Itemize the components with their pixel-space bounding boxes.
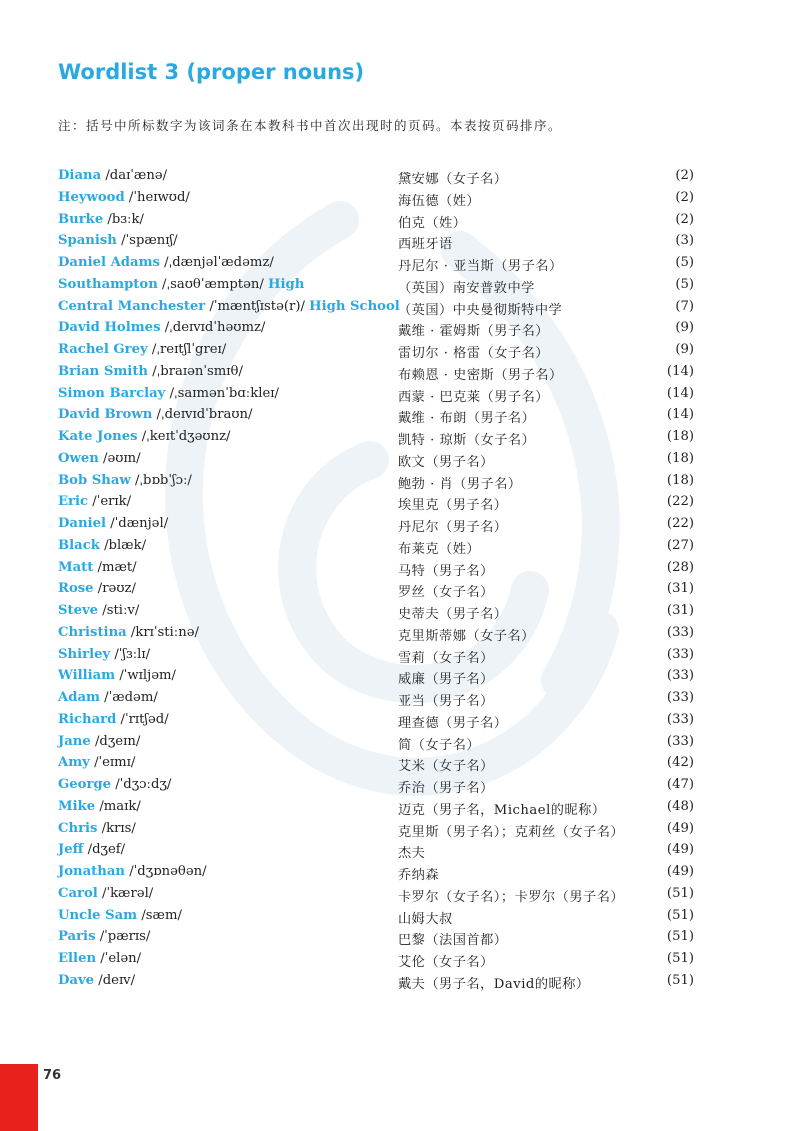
entry-chinese: 布赖恩 · 史密斯（男子名） — [398, 367, 563, 383]
list-item — [58, 168, 698, 190]
entry-english — [58, 320, 265, 335]
entry-page: (3) — [675, 233, 694, 249]
entry-page: (33) — [666, 668, 694, 684]
entry-word: Rachel Grey — [58, 342, 148, 357]
entry-word: Uncle Sam — [58, 907, 138, 923]
list-item — [58, 777, 698, 799]
entry-phonetic: /ˈʃɜːlɪ/ — [114, 646, 151, 662]
entry-phonetic: /ˈdʒɔːdʒ/ — [115, 777, 172, 792]
list-item — [58, 212, 698, 234]
entry-chinese: 海伍德（姓） — [398, 193, 481, 209]
list-item — [58, 299, 698, 321]
entry-page: (51) — [666, 951, 694, 966]
entry-english — [58, 299, 400, 314]
entry-page: (33) — [666, 690, 694, 705]
entry-word: Shirley — [58, 646, 111, 662]
list-item — [58, 538, 698, 560]
entry-chinese: 丹尼尔（男子名） — [398, 520, 508, 535]
entry-page: (2) — [675, 168, 694, 183]
entry-phonetic: /krɪˈstiːnə/ — [130, 624, 199, 640]
entry-word: Eric — [58, 494, 89, 510]
entry-english — [58, 951, 141, 966]
entry-word-continued: High — [268, 276, 305, 292]
entry-phonetic: /ˈelən/ — [100, 951, 142, 966]
entry-phonetic: /ˌsaɪmənˈbɑːkleɪ/ — [169, 385, 279, 401]
list-item — [58, 190, 698, 212]
entry-page: (51) — [666, 972, 694, 988]
list-item — [58, 908, 698, 930]
entry-page: (47) — [666, 777, 694, 792]
entry-word: Richard — [58, 711, 117, 727]
entry-word: Brian Smith — [58, 363, 148, 379]
entry-word: Owen — [58, 450, 99, 466]
note-text: 注：括号中所标数字为该词条在本教科书中首次出现时的页码。本表按页码排序。 — [58, 118, 563, 133]
entry-page: (5) — [675, 255, 694, 270]
entry-page: (51) — [666, 885, 694, 901]
list-item — [58, 277, 698, 299]
entry-phonetic: /ˈrɪtʃəd/ — [120, 711, 169, 727]
entry-page: (42) — [666, 755, 694, 771]
entry-word: Dave — [58, 972, 95, 988]
entry-word: Southampton — [58, 276, 158, 292]
entry-page: (9) — [675, 342, 694, 357]
entry-phonetic: /mæt/ — [97, 559, 137, 575]
entry-phonetic: /ˈwɪljəm/ — [119, 668, 176, 684]
entry-phonetic: /ˌreɪtʃlˈgreɪ/ — [151, 342, 227, 357]
list-item — [58, 690, 698, 712]
entry-chinese: 戴维 · 霍姆斯（男子名） — [398, 324, 549, 340]
entry-english — [58, 516, 168, 531]
entry-page: (31) — [666, 581, 694, 597]
entry-english — [58, 560, 137, 575]
entry-chinese: （英国）中央曼彻斯特中学 — [398, 302, 563, 318]
entry-word: Carol — [58, 885, 98, 901]
entry-page: (33) — [666, 711, 694, 727]
entry-english — [58, 842, 125, 857]
entry-word: Amy — [58, 755, 90, 771]
list-item — [58, 668, 698, 690]
entry-phonetic: /ˈpærɪs/ — [99, 929, 151, 945]
entry-word: Central Manchester — [58, 298, 206, 314]
entry-english — [58, 255, 274, 270]
entry-word: Jonathan — [58, 864, 125, 879]
entry-english — [58, 494, 131, 509]
entry-english — [58, 821, 136, 836]
list-item — [58, 364, 698, 386]
wordlist — [58, 168, 698, 995]
entry-english — [58, 190, 190, 205]
list-item — [58, 712, 698, 734]
entry-word: Kate Jones — [58, 429, 138, 444]
entry-chinese: 马特（男子名） — [398, 563, 494, 579]
entry-word: Heywood — [58, 189, 125, 205]
entry-page: (2) — [675, 189, 694, 205]
entry-chinese: 雪莉（女子名） — [398, 650, 494, 666]
entry-page: (31) — [666, 603, 694, 618]
entry-chinese: 西班牙语 — [398, 237, 453, 253]
entry-word: David Brown — [58, 407, 153, 423]
entry-english — [58, 908, 182, 923]
list-item — [58, 647, 698, 669]
list-item — [58, 494, 698, 516]
entry-english — [58, 799, 141, 814]
entry-english — [58, 712, 169, 727]
list-item — [58, 625, 698, 647]
entry-english — [58, 233, 178, 248]
entry-chinese: 迈克（男子名，Michael的昵称） — [398, 802, 606, 818]
entry-phonetic: /bɜːk/ — [107, 211, 144, 227]
entry-page: (2) — [675, 211, 694, 227]
list-item — [58, 451, 698, 473]
list-item — [58, 842, 698, 864]
list-item — [58, 342, 698, 364]
entry-phonetic: /rəʊz/ — [97, 581, 136, 597]
entry-page: (33) — [666, 733, 694, 749]
entry-chinese: 凯特 · 琼斯（女子名） — [398, 433, 536, 448]
entry-chinese: 丹尼尔 · 亚当斯（男子名） — [398, 259, 563, 274]
entry-word: Adam — [58, 690, 100, 705]
entry-word: Diana — [58, 168, 102, 183]
entry-phonetic: /ˌdeɪvɪdˈbraʊn/ — [156, 407, 253, 423]
entry-word: Steve — [58, 603, 99, 618]
entry-word: Mike — [58, 798, 96, 814]
entry-word: Chris — [58, 820, 98, 836]
entry-english — [58, 690, 158, 705]
entry-word: Spanish — [58, 233, 117, 249]
entry-phonetic: /ˌdænjəlˈædəmz/ — [164, 255, 274, 270]
entry-page: (22) — [666, 516, 694, 531]
list-item — [58, 755, 698, 777]
entry-english — [58, 451, 141, 466]
entry-phonetic: /stiːv/ — [102, 603, 140, 618]
list-item — [58, 320, 698, 342]
page-title: Wordlist 3 (proper nouns) — [58, 60, 365, 84]
entry-chinese: （英国）南安普敦中学 — [398, 280, 535, 296]
entry-page: (49) — [666, 864, 694, 879]
entry-page: (14) — [666, 363, 694, 379]
entry-page: (49) — [666, 820, 694, 836]
list-item — [58, 951, 698, 973]
entry-phonetic: /ˈædəm/ — [104, 690, 158, 705]
entry-english — [58, 342, 226, 357]
entry-chinese: 克里斯（男子名）；克莉丝（女子名） — [398, 824, 625, 840]
entry-english — [58, 473, 192, 488]
entry-phonetic: /ˈerɪk/ — [92, 494, 132, 510]
list-item — [58, 973, 698, 995]
entry-english — [58, 212, 144, 227]
entry-page: (14) — [666, 407, 694, 423]
entry-english — [58, 581, 136, 596]
entry-word: Matt — [58, 559, 94, 575]
entry-word-continued: High School — [309, 298, 400, 314]
entry-english — [58, 625, 199, 640]
entry-page: (49) — [666, 842, 694, 858]
entry-phonetic: /krɪs/ — [101, 820, 136, 836]
entry-word: Paris — [58, 929, 96, 945]
entry-phonetic: /ˈmæntʃɪstə(r)/ — [209, 298, 305, 314]
entry-page: (18) — [666, 472, 694, 488]
entry-chinese: 乔纳森 — [398, 868, 440, 883]
entry-english — [58, 886, 153, 901]
entry-chinese: 西蒙 · 巴克莱（男子名） — [398, 389, 549, 405]
list-item — [58, 233, 698, 255]
list-item — [58, 799, 698, 821]
entry-phonetic: /daɪˈænə/ — [105, 168, 168, 183]
list-item — [58, 473, 698, 495]
entry-word: Jeff — [58, 842, 84, 858]
entry-phonetic: /əʊɪn/ — [103, 450, 141, 466]
entry-page: (18) — [666, 429, 694, 444]
entry-phonetic: /ˈspænɪʃ/ — [121, 233, 178, 249]
entry-chinese: 鲍勃 · 肖（男子名） — [398, 476, 522, 492]
entry-chinese: 戴夫（男子名，David的昵称） — [398, 976, 590, 992]
entry-phonetic: /ˈdʒɒnəθən/ — [129, 864, 207, 879]
entry-phonetic: /ˈeɪmɪ/ — [94, 755, 136, 771]
list-item — [58, 560, 698, 582]
entry-english — [58, 647, 150, 662]
entry-chinese: 埃里克（男子名） — [398, 498, 508, 514]
entry-phonetic: /ˌbraɪənˈsmɪθ/ — [152, 363, 243, 379]
entry-english — [58, 864, 207, 879]
entry-phonetic: /ˈheɪwʊd/ — [128, 189, 190, 205]
entry-page: (48) — [666, 798, 694, 814]
entry-page: (28) — [666, 559, 694, 575]
entry-word: George — [58, 777, 112, 792]
entry-page: (27) — [666, 537, 694, 553]
entry-english — [58, 668, 176, 683]
entry-chinese: 简（女子名） — [398, 737, 481, 753]
list-item — [58, 581, 698, 603]
entry-page: (18) — [666, 450, 694, 466]
entry-phonetic: /dʒeɪn/ — [94, 733, 141, 749]
entry-phonetic: /deɪv/ — [98, 972, 136, 988]
entry-chinese: 艾伦（女子名） — [398, 955, 494, 970]
entry-english — [58, 734, 140, 749]
entry-page: (7) — [675, 298, 694, 314]
entry-page: (51) — [666, 929, 694, 945]
entry-word: Ellen — [58, 951, 97, 966]
list-item — [58, 929, 698, 951]
entry-chinese: 罗丝（女子名） — [398, 585, 494, 601]
entry-page: (22) — [666, 494, 694, 510]
entry-word: Simon Barclay — [58, 385, 166, 401]
list-item — [58, 255, 698, 277]
footer-accent-bar — [0, 1064, 38, 1131]
list-item — [58, 516, 698, 538]
entry-page: (33) — [666, 646, 694, 662]
entry-chinese: 威廉（男子名） — [398, 672, 494, 688]
entry-page: (51) — [666, 907, 694, 923]
entry-phonetic: /ˌbɒbˈʃɔː/ — [134, 472, 192, 488]
list-item — [58, 603, 698, 625]
entry-page: (33) — [666, 624, 694, 640]
entry-phonetic: /ˈdænjəl/ — [110, 516, 169, 531]
list-item — [58, 821, 698, 843]
entry-english — [58, 929, 150, 944]
list-item — [58, 864, 698, 886]
entry-word: Daniel Adams — [58, 255, 160, 270]
entry-chinese: 史蒂夫（男子名） — [398, 607, 508, 622]
entry-chinese: 乔治（男子名） — [398, 781, 494, 796]
entry-word: Christina — [58, 624, 127, 640]
entry-chinese: 黛安娜（女子名） — [398, 172, 508, 187]
entry-phonetic: /sæm/ — [141, 907, 182, 923]
list-item — [58, 429, 698, 451]
entry-phonetic: /ˈkærəl/ — [102, 885, 154, 901]
entry-word: Daniel — [58, 516, 106, 531]
entry-english — [58, 538, 146, 553]
entry-english — [58, 755, 135, 770]
entry-word: Burke — [58, 211, 104, 227]
entry-chinese: 巴黎（法国首都） — [398, 933, 508, 949]
entry-chinese: 山姆大叔 — [398, 911, 453, 927]
entry-page: (14) — [666, 385, 694, 401]
entry-english — [58, 407, 253, 422]
entry-word: Black — [58, 537, 100, 553]
entry-chinese: 伯克（姓） — [398, 215, 467, 231]
entry-english — [58, 777, 171, 792]
page-number: 76 — [43, 1068, 62, 1083]
entry-chinese: 欧文（男子名） — [398, 454, 494, 470]
entry-english — [58, 603, 139, 618]
entry-chinese: 亚当（男子名） — [398, 694, 494, 709]
entry-phonetic: /dʒef/ — [87, 842, 126, 858]
entry-english — [58, 277, 304, 292]
entry-phonetic: /ˌkeɪtˈdʒəʊnz/ — [141, 429, 231, 444]
entry-page: (9) — [675, 320, 694, 336]
entry-chinese: 理查德（男子名） — [398, 715, 508, 731]
entry-phonetic: /ˌdeɪvɪdˈhəʊmz/ — [164, 320, 266, 336]
entry-chinese: 克里斯蒂娜（女子名） — [398, 628, 535, 644]
list-item — [58, 886, 698, 908]
entry-chinese: 布莱克（姓） — [398, 541, 481, 557]
entry-english — [58, 386, 279, 401]
entry-word: David Holmes — [58, 320, 161, 336]
entry-word: Rose — [58, 581, 94, 597]
entry-chinese: 雷切尔 · 格雷（女子名） — [398, 346, 549, 361]
entry-english — [58, 168, 167, 183]
entry-word: Bob Shaw — [58, 472, 131, 488]
entry-english — [58, 973, 135, 988]
entry-page: (5) — [675, 276, 694, 292]
entry-word: Jane — [58, 733, 91, 749]
entry-phonetic: /ˌsaʊθˈæmptən/ — [162, 276, 264, 292]
list-item — [58, 386, 698, 408]
entry-chinese: 卡罗尔（女子名）；卡罗尔（男子名） — [398, 889, 625, 905]
entry-phonetic: /blæk/ — [104, 537, 147, 553]
entry-chinese: 戴维 · 布朗（男子名） — [398, 411, 536, 427]
entry-chinese: 艾米（女子名） — [398, 759, 494, 775]
entry-phonetic: /maɪk/ — [99, 798, 141, 814]
list-item — [58, 734, 698, 756]
entry-word: William — [58, 668, 116, 684]
entry-english — [58, 429, 231, 444]
entry-english — [58, 364, 243, 379]
list-item — [58, 407, 698, 429]
entry-chinese: 杰夫 — [398, 846, 426, 862]
